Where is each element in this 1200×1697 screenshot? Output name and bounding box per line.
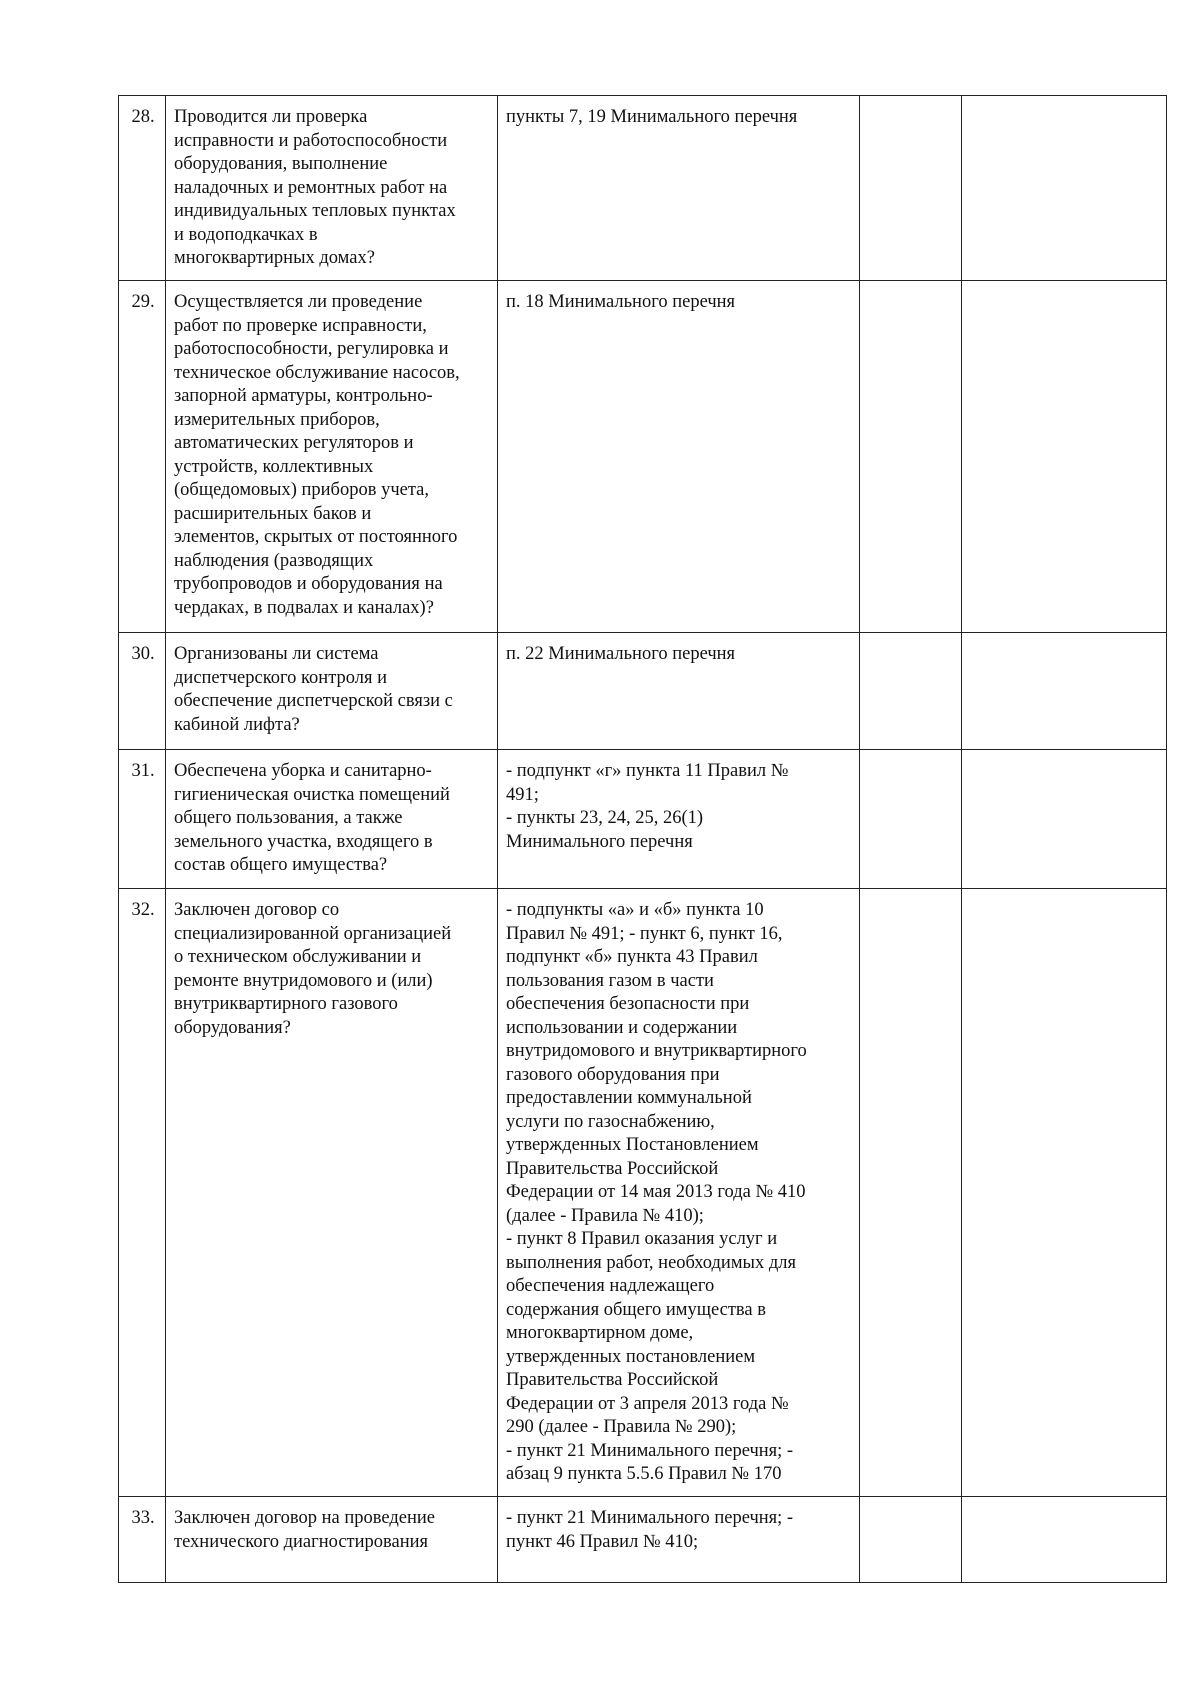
reference-line: многоквартирном доме, <box>506 1323 694 1343</box>
question-line: гигиеническая очистка помещений <box>174 784 450 805</box>
reference-line: (далее - Правила № 410); <box>506 1205 704 1226</box>
question-line: Обеспечена уборка и санитарно- <box>174 761 432 781</box>
question-line: исправности и работоспособности <box>174 130 448 151</box>
question-line: чердаках, в подвалах и каналах)? <box>174 597 434 618</box>
reference-line: утвержденных Постановлением <box>506 1135 759 1155</box>
question-line: ремонте внутридомового и (или) <box>174 970 433 991</box>
reference-line: пункт 46 Правил № 410; <box>506 1531 699 1552</box>
reference-cell <box>498 96 860 281</box>
reference-line: Правительства Российской <box>506 1158 719 1179</box>
reference-line: обеспечения безопасности при <box>506 994 750 1014</box>
question-line: работ по проверке исправности, <box>174 315 427 336</box>
reference-line: выполнения работ, необходимых для <box>506 1252 796 1273</box>
reference-line: - подпункты «а» и «б» пункта 10 <box>506 900 764 920</box>
question-line: состав общего имущества? <box>174 855 388 875</box>
question-line: многоквартирных домах? <box>174 248 375 268</box>
question-line: оборудования, выполнение <box>174 154 388 174</box>
table-row <box>119 1497 1167 1583</box>
question-line: о техническом обслуживании и <box>174 947 422 967</box>
reference-line: услуги по газоснабжению, <box>506 1111 715 1132</box>
reference-line: - пункт 21 Минимального перечня; - <box>506 1508 794 1528</box>
table-row <box>119 281 1167 633</box>
question-cell <box>166 1497 498 1583</box>
question-line: трубопроводов и оборудования на <box>174 574 443 594</box>
question-cell <box>166 889 498 1497</box>
empty-cell <box>962 633 1167 750</box>
question-line: Организованы ли система <box>174 644 379 664</box>
question-line: (общедомовых) приборов учета, <box>174 480 429 500</box>
reference-cell <box>498 1497 860 1583</box>
reference-line: внутридомового и внутриквартирного <box>506 1041 807 1061</box>
question-line: расширительных баков и <box>174 503 372 524</box>
reference-cell <box>498 750 860 889</box>
reference-line: - пункт 21 Минимального перечня; - <box>506 1440 794 1461</box>
question-line: технического диагностирования <box>174 1531 429 1552</box>
reference-line: 290 (далее - Правила № 290); <box>506 1417 737 1437</box>
reference-line: предоставлении коммунальной <box>506 1088 752 1108</box>
empty-cell <box>962 281 1167 633</box>
row-number: 33. <box>119 1497 166 1583</box>
question-cell <box>166 633 498 750</box>
empty-cell <box>860 889 962 1497</box>
question-line: диспетчерского контроля и <box>174 667 388 688</box>
reference-line: утвержденных постановлением <box>506 1346 756 1367</box>
reference-cell <box>498 633 860 750</box>
reference-line: п. 22 Минимального перечня <box>506 644 736 664</box>
empty-cell <box>860 1497 962 1583</box>
question-line: земельного участка, входящего в <box>174 831 433 852</box>
reference-line: подпункт «б» пункта 43 Правил <box>506 947 758 967</box>
reference-line: - пункты 23, 24, 25, 26(1) <box>506 808 704 828</box>
empty-cell <box>860 633 962 750</box>
question-line: кабиной лифта? <box>174 714 300 735</box>
reference-line: Федерации от 14 мая 2013 года № 410 <box>506 1182 806 1202</box>
table-row <box>119 750 1167 889</box>
reference-line: пользования газом в части <box>506 970 714 991</box>
question-line: внутриквартирного газового <box>174 994 398 1014</box>
question-line: обеспечение диспетчерской связи с <box>174 691 453 711</box>
question-line: специализированной организацией <box>174 923 452 944</box>
reference-line: Федерации от 3 апреля 2013 года № <box>506 1393 789 1414</box>
empty-cell <box>962 1497 1167 1583</box>
reference-line: абзац 9 пункта 5.5.6 Правил № 170 <box>506 1464 782 1484</box>
question-cell <box>166 96 498 281</box>
table-body <box>119 96 1167 1583</box>
reference-line: п. 18 Минимального перечня <box>506 292 736 312</box>
empty-cell <box>962 96 1167 281</box>
question-line: Заключен договор на проведение <box>174 1508 435 1528</box>
row-number: 30. <box>119 633 166 750</box>
reference-line: Минимального перечня <box>506 831 693 852</box>
question-line: Осуществляется ли проведение <box>174 292 423 312</box>
reference-line: 491; <box>506 784 539 805</box>
question-line: Заключен договор со <box>174 900 340 920</box>
question-line: техническое обслуживание насосов, <box>174 362 460 383</box>
question-line: наладочных и ремонтных работ на <box>174 177 448 198</box>
table-row <box>119 96 1167 281</box>
question-line: автоматических регуляторов и <box>174 433 414 453</box>
table-row <box>119 889 1167 1497</box>
reference-line: - подпункт «г» пункта 11 Правил № <box>506 761 789 781</box>
reference-line: Правительства Российской <box>506 1370 719 1390</box>
empty-cell <box>860 96 962 281</box>
reference-line: использовании и содержании <box>506 1017 738 1038</box>
row-number: 32. <box>119 889 166 1497</box>
empty-cell <box>860 281 962 633</box>
reference-line: - пункт 8 Правил оказания услуг и <box>506 1229 778 1249</box>
reference-cell <box>498 281 860 633</box>
question-cell <box>166 281 498 633</box>
question-line: элементов, скрытых от постоянного <box>174 527 458 547</box>
reference-line: Правил № 491; - пункт 6, пункт 16, <box>506 923 783 944</box>
question-line: Проводится ли проверка <box>174 107 368 127</box>
question-cell <box>166 750 498 889</box>
question-line: устройств, коллективных <box>174 456 374 477</box>
question-line: измерительных приборов, <box>174 409 380 430</box>
empty-cell <box>962 889 1167 1497</box>
question-line: запорной арматуры, контрольно- <box>174 386 433 406</box>
reference-cell <box>498 889 860 1497</box>
question-line: оборудования? <box>174 1017 291 1038</box>
reference-line: газового оборудования при <box>506 1064 720 1085</box>
reference-line: пункты 7, 19 Минимального перечня <box>506 107 798 127</box>
question-line: работоспособности, регулировка и <box>174 339 449 359</box>
question-line: наблюдения (разводящих <box>174 550 374 571</box>
question-line: индивидуальных тепловых пунктах <box>174 201 456 221</box>
reference-line: содержания общего имущества в <box>506 1299 766 1320</box>
row-number: 31. <box>119 750 166 889</box>
reference-line: обеспечения надлежащего <box>506 1276 715 1296</box>
table-row <box>119 633 1167 750</box>
empty-cell <box>962 750 1167 889</box>
empty-cell <box>860 750 962 889</box>
row-number: 28. <box>119 96 166 281</box>
question-line: общего пользования, а также <box>174 808 403 828</box>
checklist-table <box>118 95 1167 1583</box>
row-number: 29. <box>119 281 166 633</box>
question-line: и водоподкачках в <box>174 224 318 245</box>
